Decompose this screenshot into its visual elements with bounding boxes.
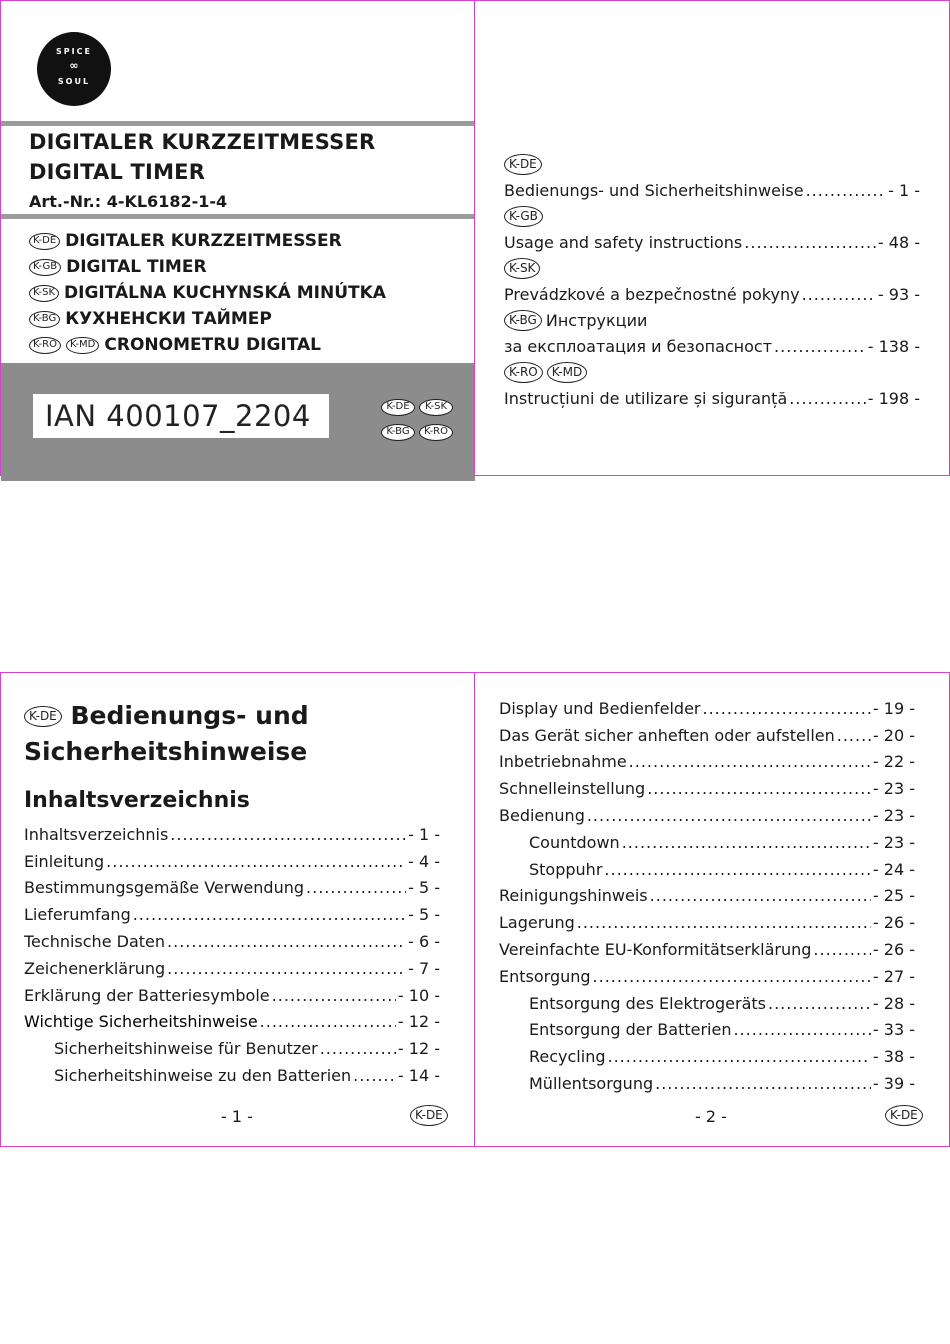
toc-entry[interactable] [24, 1009, 440, 1036]
entry-page: - 25 - [872, 886, 915, 906]
entry-page: - 1 - [888, 180, 920, 200]
entry-text: Prevádzkové a bezpečnostné pokyny [504, 284, 800, 304]
entry-page: - 28 - [872, 993, 915, 1013]
country-badge: K-GB [504, 206, 543, 227]
entry-page: - 4 - [408, 851, 440, 871]
entry-page: - 14 - [397, 1066, 440, 1086]
country-badge: K-GB [29, 259, 61, 276]
country-title-ro-md [29, 332, 386, 358]
language-index-page [474, 0, 950, 476]
leader-dots [813, 940, 871, 959]
country-badge: K-BG [29, 311, 60, 328]
heading-line-1: Bedienungs- und [70, 701, 309, 730]
ian-number: IAN 400107_2204 [33, 394, 329, 438]
country-badge: K-BG [381, 424, 415, 441]
entry-page: - 6 - [408, 932, 440, 952]
toc-entry[interactable] [499, 883, 915, 910]
toc-entry[interactable] [499, 749, 915, 776]
leader-dots [604, 860, 871, 879]
entry-text: Inhaltsverzeichnis [24, 824, 169, 844]
country-title-text: КУХНЕНСКИ ТАЙМЕР [65, 309, 272, 329]
entry-text: Vereinfachte EU-Konformitätserklärung [499, 940, 812, 960]
entry-text: Usage and safety instructions [504, 232, 743, 252]
entry-text: Das Gerät sicher anheften oder aufstellen [499, 725, 835, 745]
leader-dots [744, 233, 876, 252]
entry-page: - 48 - [877, 232, 920, 252]
toc-entry[interactable] [24, 982, 440, 1009]
section-heading [24, 698, 309, 770]
heading-line-2: Sicherheitshinweise [24, 737, 308, 766]
country-badge: K-MD [547, 362, 588, 383]
country-title-sk [29, 280, 386, 306]
toc-entry[interactable] [24, 821, 440, 848]
toc-entry[interactable] [499, 722, 915, 749]
entry-text: Sicherheitshinweise für Benutzer [54, 1039, 318, 1059]
toc-list [24, 821, 440, 1089]
divider [1, 214, 475, 219]
entry-page: - 5 - [408, 878, 440, 898]
toc-entry[interactable] [499, 775, 915, 802]
entry-text: Schnelleinstellung [499, 779, 646, 799]
product-subtitle: DIGITAL TIMER [29, 160, 206, 184]
cover-page [0, 0, 475, 476]
leader-dots [260, 1012, 396, 1031]
toc-entry[interactable] [499, 909, 915, 936]
leader-dots [593, 967, 871, 986]
leader-dots [655, 1074, 871, 1093]
article-number: Art.-Nr.: 4-KL6182-1-4 [29, 192, 228, 211]
country-badge: K-BG [504, 310, 542, 331]
toc-subentry[interactable] [24, 1062, 440, 1089]
logo-text-top: SPICE [56, 47, 92, 56]
entry-text: Reinigungshinweis [499, 886, 648, 906]
leader-dots [608, 1047, 871, 1066]
entry-page: - 22 - [872, 752, 915, 772]
country-badge: K-DE [504, 154, 542, 175]
country-badge: K-SK [29, 285, 59, 302]
toc-entry[interactable] [499, 963, 915, 990]
leader-dots [133, 905, 406, 924]
ian-bar [1, 363, 475, 481]
leader-dots [806, 181, 887, 200]
entry-page: - 27 - [872, 966, 915, 986]
entry-text: Bedienung [499, 806, 585, 826]
leader-dots [167, 959, 406, 978]
toc-entry[interactable] [499, 802, 915, 829]
country-badge: K-DE [410, 1105, 448, 1126]
entry-page: - 26 - [872, 940, 915, 960]
entry-text: Instrucțiuni de utilizare și siguranță [504, 388, 788, 408]
entry-text: Bedienungs- und Sicherheitshinweise [504, 180, 804, 200]
entry-page: - 23 - [872, 806, 915, 826]
country-badge: K-MD [66, 337, 99, 354]
entry-text: Display und Bedienfelder [499, 698, 701, 718]
toc-subentry[interactable] [24, 1035, 440, 1062]
entry-page: - 10 - [397, 985, 440, 1005]
toc-page-1 [0, 672, 475, 1147]
entry-page: - 5 - [408, 905, 440, 925]
leader-dots [703, 699, 871, 718]
toc-subentry[interactable] [499, 990, 915, 1017]
entry-text: Countdown [529, 832, 620, 852]
toc-entry[interactable] [24, 848, 440, 875]
leader-dots [622, 833, 871, 852]
leader-dots [167, 932, 406, 951]
entry-text: за експлоатация и безопасност [504, 336, 773, 356]
country-badge: K-DE [24, 706, 62, 727]
toc-title: Inhaltsverzeichnis [24, 788, 250, 813]
toc-subentry[interactable] [499, 1070, 915, 1097]
toc-subentry[interactable] [499, 1017, 915, 1044]
leader-dots [647, 779, 871, 798]
entry-page: - 138 - [867, 336, 920, 356]
leader-dots [306, 878, 406, 897]
entry-text: Sicherheitshinweise zu den Batterien [54, 1066, 352, 1086]
entry-text: Zeichenerklärung [24, 958, 166, 978]
language-entry-de[interactable] [504, 177, 920, 203]
toc-entry[interactable] [24, 928, 440, 955]
toc-list [499, 695, 915, 1097]
leader-dots [353, 1066, 396, 1085]
leader-dots [768, 994, 871, 1013]
entry-text: Entsorgung des Elektrogeräts [529, 993, 766, 1013]
entry-text: Lagerung [499, 913, 575, 933]
leader-dots [650, 886, 871, 905]
leader-dots [577, 913, 871, 932]
country-badge: K-DE [29, 233, 60, 250]
entry-page: - 19 - [872, 698, 915, 718]
country-title-de [29, 228, 386, 254]
entry-text: Einleitung [24, 851, 105, 871]
page-number: - 1 - [221, 1107, 253, 1126]
country-title-list [29, 228, 386, 358]
entry-page: - 198 - [867, 388, 920, 408]
country-badge: K-RO [419, 424, 453, 441]
country-badge: K-RO [29, 337, 61, 354]
divider [1, 121, 475, 126]
page-number: - 2 - [695, 1107, 727, 1126]
toc-entry[interactable] [499, 695, 915, 722]
entry-text: Stoppuhr [529, 859, 603, 879]
entry-text: Lieferumfang [24, 905, 131, 925]
entry-page: - 23 - [872, 779, 915, 799]
country-title-text: DIGITÁLNA KUCHYNSKÁ MINÚTKA [64, 283, 386, 303]
entry-page: - 26 - [872, 913, 915, 933]
leader-dots [837, 726, 871, 745]
leader-dots [774, 337, 866, 356]
entry-page: - 7 - [408, 958, 440, 978]
entry-text: Entsorgung [499, 966, 591, 986]
language-entry-gb[interactable] [504, 229, 920, 255]
logo-text-bottom: SOUL [57, 77, 91, 86]
country-badge: K-SK [419, 399, 453, 416]
product-title: DIGITALER KURZZEITMESSER [29, 130, 376, 154]
entry-page: - 38 - [872, 1047, 915, 1067]
entry-page: - 12 - [397, 1012, 440, 1032]
language-list [504, 151, 920, 411]
toc-entry[interactable] [24, 955, 440, 982]
leader-dots [320, 1039, 396, 1058]
country-badge: K-DE [381, 399, 415, 416]
leader-dots [802, 285, 876, 304]
toc-page-2 [474, 672, 950, 1147]
entry-text: Инструкции [545, 310, 648, 330]
toc-subentry[interactable] [499, 829, 915, 856]
leader-dots [733, 1020, 870, 1039]
country-title-bg [29, 306, 386, 332]
leader-dots [587, 806, 871, 825]
country-title-text: DIGITALER KURZZEITMESSER [65, 231, 342, 251]
entry-text: Erklärung der Batteriesymbole [24, 985, 270, 1005]
toc-subentry[interactable] [499, 1043, 915, 1070]
entry-page: - 12 - [397, 1039, 440, 1059]
infinity-icon: ∞ [69, 59, 79, 72]
country-badge: K-RO [504, 362, 543, 383]
country-badge: K-DE [885, 1105, 923, 1126]
toc-entry[interactable] [24, 901, 440, 928]
language-entry-ro-md[interactable] [504, 385, 920, 411]
entry-text: Inbetriebnahme [499, 752, 627, 772]
entry-page: - 39 - [872, 1074, 915, 1094]
leader-dots [272, 986, 396, 1005]
ian-country-badges [381, 399, 461, 449]
leader-dots [629, 752, 871, 771]
entry-text: Technische Daten [24, 932, 166, 952]
language-entry-sk[interactable] [504, 281, 920, 307]
country-badge: K-SK [504, 258, 540, 279]
brand-logo [37, 32, 111, 106]
toc-subentry[interactable] [499, 856, 915, 883]
entry-page: - 1 - [408, 824, 440, 844]
entry-text: Recycling [529, 1047, 606, 1067]
entry-text: Wichtige Sicherheitshinweise [24, 1012, 258, 1032]
country-title-gb [29, 254, 386, 280]
entry-text: Entsorgung der Batterien [529, 1020, 732, 1040]
leader-dots [170, 825, 406, 844]
entry-page: - 93 - [877, 284, 920, 304]
country-title-text: DIGITAL TIMER [66, 257, 207, 277]
leader-dots [106, 852, 406, 871]
toc-entry[interactable] [24, 875, 440, 902]
entry-page: - 23 - [872, 832, 915, 852]
country-title-text: CRONOMETRU DIGITAL [104, 335, 322, 355]
entry-page: - 33 - [872, 1020, 915, 1040]
entry-page: - 24 - [872, 859, 915, 879]
entry-text: Bestimmungsgemäße Verwendung [24, 878, 305, 898]
leader-dots [789, 389, 865, 408]
entry-text: Müllentsorgung [529, 1074, 654, 1094]
entry-page: - 20 - [872, 725, 915, 745]
toc-entry[interactable] [499, 936, 915, 963]
language-entry-bg[interactable] [504, 333, 920, 359]
